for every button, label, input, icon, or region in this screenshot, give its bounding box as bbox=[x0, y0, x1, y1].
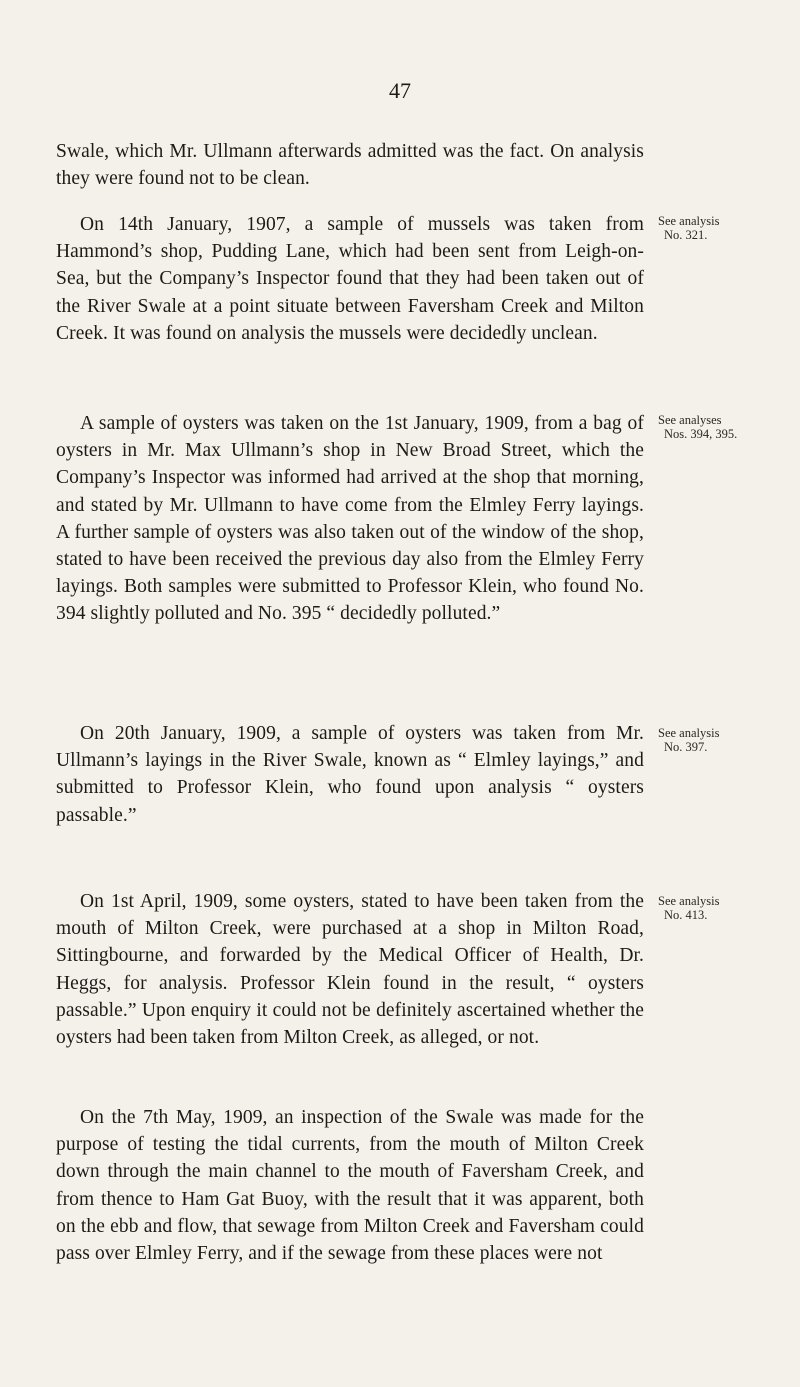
margin-note-line: See analyses bbox=[658, 413, 722, 427]
paragraph-mussels-1907: On 14th January, 1907, a sample of mussels was taken from Hammond’s shop, Pudding Lane, which had been sent from Leigh-on-Sea, but the Company’s Inspector found that they had been taken out of the River Swale at a point situate between Faversham Creek and Milton Creek. It was found on analysis the mussels were decidedly unclean. bbox=[56, 214, 644, 344]
margin-note-analysis-397 bbox=[658, 726, 793, 754]
margin-note-line: No. 413. bbox=[664, 908, 708, 922]
paragraph-oysters-jan-1909: A sample of oysters was taken on the 1st January, 1909, from a bag of oysters in Mr. Max Ullmann’s shop in New Broad Street, which the Company’s Inspector was informed had arrived at the shop that morning, and stated by Mr. Ullmann to have come from the Elmley Ferry layings. A further sample of oysters was also taken out of the window of the shop, stated to have been received the previous day also from the Elmley Ferry layings. Both samples were submitted to Professor Klein, who found No. 394 slightly polluted and No. 395 “ decidedly polluted.” bbox=[56, 413, 644, 625]
paragraph-oysters-20-jan-1909: On 20th January, 1909, a sample of oysters was taken from Mr. Ullmann’s layings in the River Swale, known as “ Elmley layings,” and submitted to Professor Klein, who found upon analysis “ oysters passable.” bbox=[56, 723, 644, 826]
paragraph-continuation: Swale, which Mr. Ullmann afterwards admitted was the fact. On analysis they were found not to be clean. bbox=[56, 141, 644, 190]
margin-note-line: Nos. 394, 395. bbox=[664, 427, 738, 441]
margin-note-line: No. 321. bbox=[664, 228, 708, 242]
paragraph-oysters-april-1909: On 1st April, 1909, some oysters, stated to have been taken from the mouth of Milton Creek, were purchased at a shop in Milton Road, Sittingbourne, and forwarded by the Medical Officer of Health, Dr. Heggs, for analysis. Professor Klein found in the result, “ oysters passable.” Upon enquiry it could not be definitely ascertained whether the oysters had been taken from Milton Creek, as alleged, or not. bbox=[56, 891, 644, 1049]
margin-note-analysis-321 bbox=[658, 214, 793, 242]
margin-note-line: See analysis bbox=[658, 726, 720, 740]
margin-note-line: See analysis bbox=[658, 214, 720, 228]
page-number: 47 bbox=[389, 78, 411, 103]
margin-note-analyses-394-395 bbox=[658, 413, 793, 441]
margin-note-analysis-413 bbox=[658, 894, 793, 922]
margin-note-line: See analysis bbox=[658, 894, 720, 908]
margin-note-line: No. 397. bbox=[664, 740, 708, 754]
paragraph-inspection-may-1909: On the 7th May, 1909, an inspection of the Swale was made for the purpose of testing the tidal currents, from the mouth of Milton Creek down through the main channel to the mouth of Faversham Creek, and from thence to Ham Gat Buoy, with the result that it was apparent, both on the ebb and flow, that sewage from Milton Creek and Faversham could pass over Elmley Ferry, and if the sewage from these places were not bbox=[56, 1107, 644, 1265]
